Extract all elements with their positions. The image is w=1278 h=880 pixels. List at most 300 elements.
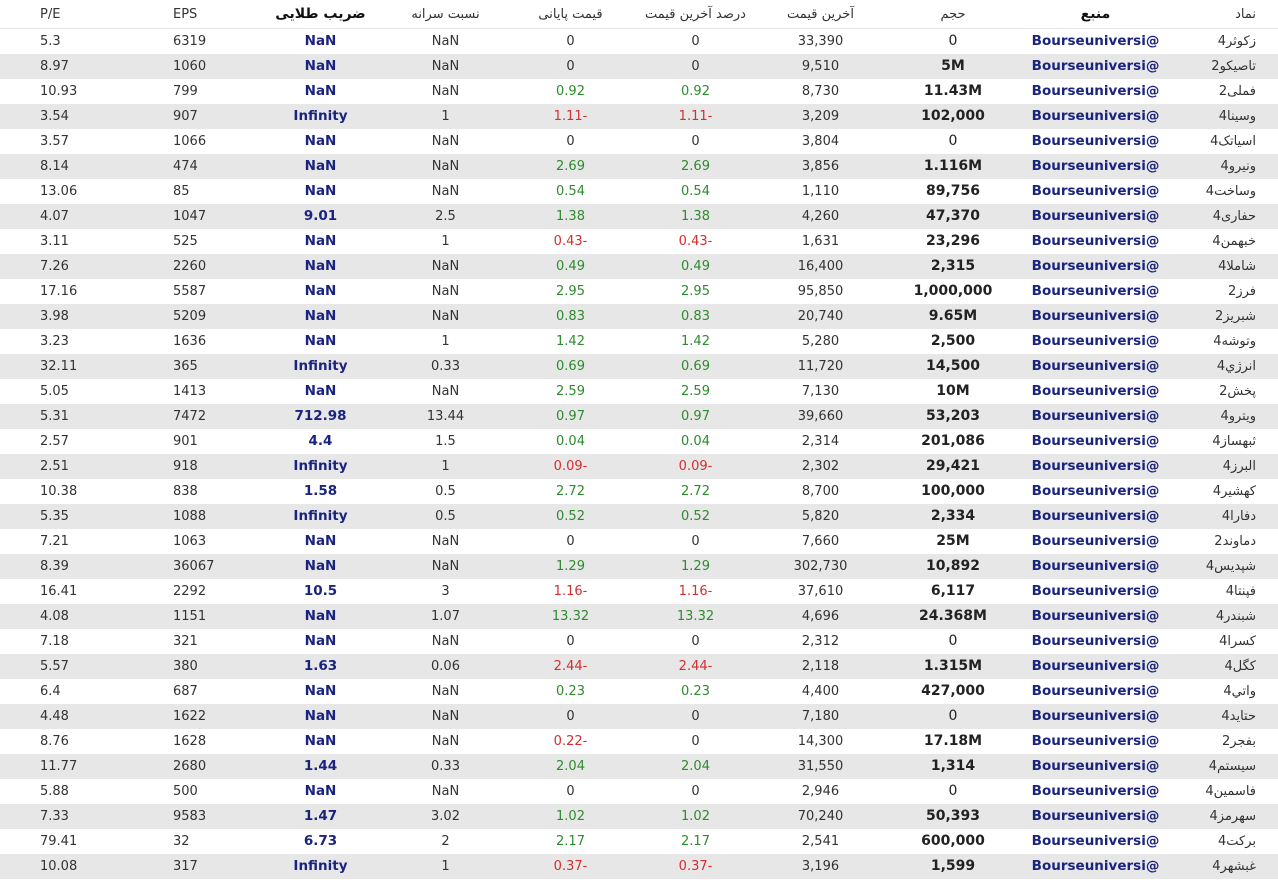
cell-last-price: 4,400 [801,684,840,699]
cell-eps: 901 [173,434,198,449]
cell-pe: 7.33 [40,809,69,824]
cell-source-link[interactable]: @Bourseuniversi [1031,183,1160,199]
cell-source-link[interactable]: @Bourseuniversi [1031,558,1160,574]
cell-eps: 500 [173,784,198,799]
cell-last-price: 3,196 [801,859,840,874]
cell-source-link[interactable]: @Bourseuniversi [1031,233,1160,249]
cell-source-link[interactable]: @Bourseuniversi [1031,33,1160,49]
cell-source-link[interactable]: @Bourseuniversi [1031,808,1160,824]
cell-last-pct: 0 [691,534,700,549]
cell-source-link[interactable]: @Bourseuniversi [1031,83,1160,99]
cell-volume: 0 [948,133,958,149]
cell-gold-coef: NaN [304,683,337,699]
cell-volume: 6,117 [930,583,976,599]
cell-eps: 32 [173,834,190,849]
cell-head-ratio: NaN [431,134,460,149]
cell-symbol: کگل4 [1224,659,1256,674]
table-row[interactable] [0,454,1278,479]
cell-eps: 687 [173,684,198,699]
cell-symbol: وساخت4 [1205,184,1256,199]
header-symbol[interactable]: نماد [1168,0,1278,29]
cell-pe: 5.57 [40,659,69,674]
cell-eps: 5209 [173,309,207,324]
cell-head-ratio: 0.33 [431,359,460,374]
cell-head-ratio: NaN [431,534,460,549]
cell-gold-coef: 4.4 [308,433,333,449]
cell-gold-coef: NaN [304,283,337,299]
cell-head-ratio: NaN [431,784,460,799]
table-row[interactable] [0,254,1278,279]
cell-gold-coef: NaN [304,83,337,99]
cell-last-price: 4,260 [801,209,840,224]
cell-symbol: وتوشه4 [1213,334,1256,349]
cell-pe: 17.16 [40,284,78,299]
cell-head-ratio: NaN [431,34,460,49]
table-row[interactable] [0,229,1278,254]
cell-symbol: غبشهر4 [1212,859,1256,874]
table-row[interactable] [0,354,1278,379]
cell-gold-coef: 712.98 [294,408,347,424]
cell-last-pct: 0.83 [681,309,710,324]
cell-volume: 50,393 [925,808,981,824]
cell-last-pct: -1.16 [678,584,713,599]
cell-volume: 1,599 [930,858,976,874]
cell-head-ratio: NaN [431,734,460,749]
cell-pe: 4.08 [40,609,69,624]
cell-volume: 0 [948,33,958,49]
table-row[interactable] [0,529,1278,554]
cell-eps: 1628 [173,734,207,749]
cell-close-price: 0.54 [556,184,585,199]
cell-pe: 5.05 [40,384,69,399]
header-gold-coef[interactable]: ضریب طلایی [258,0,383,29]
table-header [0,0,1278,29]
cell-head-ratio: 2.5 [435,209,456,224]
cell-gold-coef: Infinity [293,458,348,474]
cell-volume: 25M [936,533,970,549]
cell-gold-coef: NaN [304,533,337,549]
cell-pe: 3.23 [40,334,69,349]
cell-volume: 11.43M [923,83,983,99]
cell-eps: 1636 [173,334,207,349]
cell-head-ratio: 0.06 [431,659,460,674]
cell-pe: 4.48 [40,709,69,724]
cell-volume: 1,314 [930,758,976,774]
cell-gold-coef: NaN [304,183,337,199]
cell-pe: 8.14 [40,159,69,174]
cell-pe: 6.4 [40,684,61,699]
cell-symbol: واتي4 [1223,684,1256,699]
table-row[interactable] [0,104,1278,129]
cell-gold-coef: NaN [304,308,337,324]
cell-gold-coef: NaN [304,158,337,174]
cell-pe: 79.41 [40,834,78,849]
cell-symbol: ويترو4 [1220,409,1256,424]
table-row[interactable] [0,654,1278,679]
cell-pe: 10.08 [40,859,78,874]
cell-source-link[interactable]: @Bourseuniversi [1031,733,1160,749]
cell-source-link[interactable]: @Bourseuniversi [1031,758,1160,774]
cell-source-link[interactable]: @Bourseuniversi [1031,133,1160,149]
table-row[interactable] [0,154,1278,179]
cell-last-price: 2,118 [801,659,840,674]
cell-volume: 5M [941,58,965,74]
table-row[interactable] [0,604,1278,629]
cell-gold-coef: NaN [304,783,337,799]
cell-last-pct: 2.17 [681,834,710,849]
cell-last-pct: 2.69 [681,159,710,174]
cell-last-price: 95,850 [797,284,844,299]
cell-close-price: 2.95 [556,284,585,299]
cell-head-ratio: 3.02 [431,809,460,824]
cell-head-ratio: NaN [431,634,460,649]
cell-eps: 380 [173,659,198,674]
cell-gold-coef: 9.01 [303,208,338,224]
header-close-price[interactable]: قیمت پایانی [508,0,633,29]
cell-last-pct: 0 [691,634,700,649]
cell-source-link[interactable]: @Bourseuniversi [1031,533,1160,549]
cell-last-price: 4,696 [801,609,840,624]
cell-volume: 1.315M [923,658,983,674]
table-row[interactable] [0,379,1278,404]
cell-source-link[interactable]: @Bourseuniversi [1031,383,1160,399]
table-row[interactable] [0,404,1278,429]
cell-symbol: بفجر2 [1221,734,1256,749]
cell-eps: 365 [173,359,198,374]
cell-pe: 11.77 [40,759,78,774]
cell-last-pct: 2.72 [681,484,710,499]
cell-symbol: پخش2 [1219,384,1256,399]
cell-source-link[interactable]: @Bourseuniversi [1031,308,1160,324]
cell-close-price: 1.38 [556,209,585,224]
cell-head-ratio: NaN [431,184,460,199]
cell-source-link[interactable]: @Bourseuniversi [1031,658,1160,674]
cell-symbol: وسینا4 [1218,109,1256,124]
cell-source-link[interactable]: @Bourseuniversi [1031,433,1160,449]
cell-symbol: فملی2 [1218,84,1256,99]
cell-volume: 23,296 [925,233,981,249]
cell-symbol: دماوند2 [1214,534,1256,549]
cell-eps: 1413 [173,384,207,399]
header-last-pct[interactable]: درصد آخرین قیمت [633,0,758,29]
cell-symbol: البرز4 [1222,459,1256,474]
cell-head-ratio: NaN [431,159,460,174]
cell-volume: 29,421 [925,458,981,474]
cell-gold-coef: NaN [304,558,337,574]
table-row[interactable] [0,54,1278,79]
cell-last-price: 3,804 [801,134,840,149]
cell-close-price: 0.23 [556,684,585,699]
cell-source-link[interactable]: @Bourseuniversi [1031,283,1160,299]
cell-last-pct: 0.69 [681,359,710,374]
cell-eps: 317 [173,859,198,874]
cell-pe: 3.98 [40,309,69,324]
cell-symbol: حفاری4 [1212,209,1256,224]
cell-source-link[interactable]: @Bourseuniversi [1031,708,1160,724]
cell-eps: 9583 [173,809,207,824]
cell-eps: 1066 [173,134,207,149]
cell-eps: 2292 [173,584,207,599]
cell-volume: 102,000 [921,108,985,124]
cell-source-link[interactable]: @Bourseuniversi [1031,483,1160,499]
cell-head-ratio: 1 [441,334,450,349]
cell-eps: 799 [173,84,198,99]
cell-head-ratio: NaN [431,684,460,699]
cell-volume: 1,000,000 [913,283,993,299]
cell-pe: 5.3 [40,34,61,49]
table-row[interactable] [0,204,1278,229]
cell-pe: 5.35 [40,509,69,524]
cell-source-link[interactable]: @Bourseuniversi [1031,833,1160,849]
cell-last-price: 8,700 [801,484,840,499]
cell-last-pct: 13.32 [676,609,715,624]
cell-pe: 16.41 [40,584,78,599]
cell-eps: 1151 [173,609,207,624]
cell-symbol: انرژي4 [1216,359,1256,374]
cell-last-price: 2,314 [801,434,840,449]
cell-last-price: 7,130 [801,384,840,399]
table-row[interactable] [0,829,1278,854]
cell-pe: 13.06 [40,184,78,199]
cell-source-link[interactable]: @Bourseuniversi [1031,158,1160,174]
cell-source-link[interactable]: @Bourseuniversi [1031,633,1160,649]
cell-source-link[interactable]: @Bourseuniversi [1031,208,1160,224]
cell-volume: 600,000 [921,833,985,849]
cell-pe: 2.51 [40,459,69,474]
cell-pe: 32.11 [40,359,78,374]
table-row[interactable] [0,729,1278,754]
cell-source-link[interactable]: @Bourseuniversi [1031,333,1160,349]
cell-close-price: -0.09 [553,459,588,474]
cell-head-ratio: 2 [441,834,450,849]
cell-source-link[interactable]: @Bourseuniversi [1031,858,1160,874]
cell-source-link[interactable]: @Bourseuniversi [1031,258,1160,274]
cell-close-price: -0.37 [553,859,588,874]
cell-eps: 2680 [173,759,207,774]
cell-symbol: حتايد4 [1221,709,1256,724]
header-pe[interactable]: P/E [0,0,133,29]
cell-close-price: 1.02 [556,809,585,824]
table-row[interactable] [0,79,1278,104]
cell-gold-coef: NaN [304,633,337,649]
cell-gold-coef: Infinity [293,858,348,874]
cell-last-pct: 0.52 [681,509,710,524]
cell-head-ratio: 1 [441,109,450,124]
cell-symbol: شاملا4 [1218,259,1256,274]
cell-head-ratio: NaN [431,309,460,324]
table-row[interactable] [0,329,1278,354]
cell-volume: 14,500 [925,358,981,374]
cell-gold-coef: Infinity [293,358,348,374]
cell-eps: 1060 [173,59,207,74]
cell-close-price: 0 [566,784,575,799]
cell-last-price: 14,300 [797,734,844,749]
cell-last-price: 16,400 [797,259,844,274]
table-row[interactable] [0,854,1278,879]
cell-close-price: -1.16 [553,584,588,599]
cell-last-pct: 2.59 [681,384,710,399]
cell-gold-coef: NaN [304,233,337,249]
cell-last-price: 3,856 [801,159,840,174]
cell-eps: 36067 [173,559,215,574]
cell-gold-coef: 1.63 [303,658,338,674]
cell-close-price: 0 [566,59,575,74]
cell-close-price: 0.49 [556,259,585,274]
cell-last-pct: 0 [691,709,700,724]
cell-symbol: سیستم4 [1208,759,1256,774]
cell-last-price: 302,730 [793,559,848,574]
header-head-ratio[interactable]: نسبت سرانه [383,0,508,29]
cell-source-link[interactable]: @Bourseuniversi [1031,458,1160,474]
cell-head-ratio: 13.44 [426,409,465,424]
cell-head-ratio: NaN [431,384,460,399]
cell-pe: 4.07 [40,209,69,224]
table-row[interactable] [0,704,1278,729]
cell-last-price: 39,660 [797,409,844,424]
table-row[interactable] [0,779,1278,804]
cell-last-pct: -1.11 [678,109,713,124]
cell-source-link[interactable]: @Bourseuniversi [1031,108,1160,124]
cell-head-ratio: 1 [441,459,450,474]
cell-gold-coef: Infinity [293,508,348,524]
cell-gold-coef: NaN [304,333,337,349]
cell-symbol: شپدیس4 [1205,559,1256,574]
table-row[interactable] [0,29,1278,55]
table-row[interactable] [0,179,1278,204]
cell-pe: 7.26 [40,259,69,274]
cell-last-pct: -0.37 [678,859,713,874]
cell-close-price: 2.72 [556,484,585,499]
cell-last-pct: 1.42 [681,334,710,349]
cell-symbol: ونیرو4 [1220,159,1256,174]
cell-last-price: 5,280 [801,334,840,349]
table-row[interactable] [0,679,1278,704]
cell-volume: 0 [948,708,958,724]
cell-last-pct: -2.44 [678,659,713,674]
cell-close-price: 2.59 [556,384,585,399]
cell-gold-coef: NaN [304,708,337,724]
cell-source-link[interactable]: @Bourseuniversi [1031,508,1160,524]
cell-last-pct: 0.54 [681,184,710,199]
cell-eps: 1088 [173,509,207,524]
header-source[interactable]: منبع [1023,0,1168,29]
table-row[interactable] [0,804,1278,829]
cell-last-price: 11,720 [797,359,844,374]
cell-eps: 918 [173,459,198,474]
cell-close-price: 2.17 [556,834,585,849]
cell-last-price: 5,820 [801,509,840,524]
cell-last-pct: 0 [691,784,700,799]
cell-last-pct: 0 [691,59,700,74]
cell-head-ratio: 0.5 [435,484,456,499]
cell-close-price: 13.32 [551,609,590,624]
cell-last-pct: -0.43 [678,234,713,249]
table-row[interactable] [0,279,1278,304]
cell-pe: 3.54 [40,109,69,124]
table-row[interactable] [0,579,1278,604]
cell-volume: 1.116M [923,158,983,174]
cell-source-link[interactable]: @Bourseuniversi [1031,408,1160,424]
cell-close-price: -1.11 [553,109,588,124]
cell-eps: 1622 [173,709,207,724]
cell-last-pct: 0 [691,134,700,149]
cell-last-pct: 1.38 [681,209,710,224]
cell-last-pct: 0.49 [681,259,710,274]
cell-gold-coef: NaN [304,58,337,74]
cell-source-link[interactable]: @Bourseuniversi [1031,608,1160,624]
header-volume[interactable]: حجم [883,0,1023,29]
cell-volume: 9.65M [928,308,978,324]
cell-eps: 838 [173,484,198,499]
header-last-price[interactable]: آخرین قیمت [758,0,883,29]
cell-source-link[interactable]: @Bourseuniversi [1031,783,1160,799]
cell-close-price: 1.29 [556,559,585,574]
cell-eps: 1063 [173,534,207,549]
cell-last-price: 2,302 [801,459,840,474]
cell-close-price: 0.97 [556,409,585,424]
cell-close-price: 0 [566,134,575,149]
cell-symbol: فاسمین4 [1205,784,1256,799]
cell-pe: 3.57 [40,134,69,149]
cell-close-price: 2.69 [556,159,585,174]
cell-volume: 89,756 [925,183,981,199]
cell-symbol: فرز2 [1228,284,1256,299]
cell-pe: 7.21 [40,534,69,549]
cell-last-price: 70,240 [797,809,844,824]
cell-gold-coef: NaN [304,258,337,274]
cell-source-link[interactable]: @Bourseuniversi [1031,683,1160,699]
cell-volume: 2,334 [930,508,976,524]
cell-head-ratio: 0.33 [431,759,460,774]
cell-eps: 2260 [173,259,207,274]
cell-symbol: شبندر4 [1215,609,1256,624]
cell-head-ratio: NaN [431,709,460,724]
table-row[interactable] [0,554,1278,579]
cell-eps: 5587 [173,284,207,299]
cell-volume: 100,000 [921,483,985,499]
cell-last-price: 7,180 [801,709,840,724]
table-row[interactable] [0,429,1278,454]
table-row[interactable] [0,629,1278,654]
cell-eps: 6319 [173,34,207,49]
header-eps[interactable]: EPS [133,0,258,29]
cell-source-link[interactable]: @Bourseuniversi [1031,358,1160,374]
table-row[interactable] [0,129,1278,154]
cell-last-price: 1,110 [801,184,840,199]
cell-close-price: 2.04 [556,759,585,774]
cell-last-price: 8,730 [801,84,840,99]
cell-last-price: 7,660 [801,534,840,549]
cell-volume: 0 [948,783,958,799]
table-row[interactable] [0,304,1278,329]
cell-symbol: سهرمز4 [1209,809,1256,824]
cell-close-price: 0 [566,34,575,49]
table-row[interactable] [0,504,1278,529]
cell-last-pct: 0 [691,734,700,749]
table-row[interactable] [0,479,1278,504]
cell-source-link[interactable]: @Bourseuniversi [1031,58,1160,74]
cell-volume: 2,500 [930,333,976,349]
cell-close-price: -0.43 [553,234,588,249]
cell-source-link[interactable]: @Bourseuniversi [1031,583,1160,599]
cell-symbol: کهشیر4 [1212,484,1256,499]
table-row[interactable] [0,754,1278,779]
cell-pe: 8.97 [40,59,69,74]
cell-pe: 5.88 [40,784,69,799]
cell-close-price: 0.83 [556,309,585,324]
cell-head-ratio: 1.5 [435,434,456,449]
cell-last-price: 3,209 [801,109,840,124]
